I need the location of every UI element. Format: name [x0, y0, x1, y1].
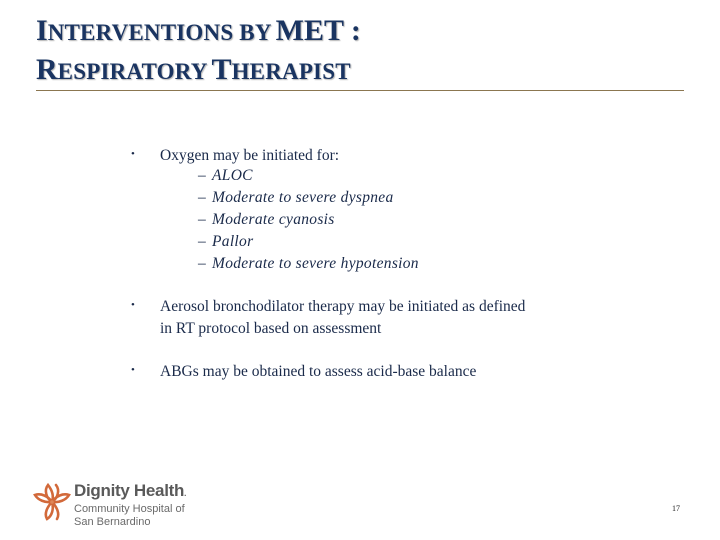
dash-marker: –	[198, 255, 206, 272]
dash-marker: –	[198, 167, 206, 184]
dash-marker: –	[198, 211, 206, 228]
bullet-text-line-1: Aerosol bronchodilator therapy may be initiated as defined	[160, 298, 526, 315]
title-initial: R	[36, 53, 58, 86]
dash-marker: –	[198, 189, 206, 206]
logo-subtitle-line-2: San Bernardino	[74, 516, 151, 528]
sub-item-text: Moderate to severe hypotension	[212, 255, 419, 272]
logo-name	[74, 481, 186, 501]
title-initial: I	[36, 14, 48, 47]
bullet-marker: •	[131, 364, 135, 376]
logo-name-dot: .	[184, 489, 187, 498]
bullet-text-line-2: in RT protocol based on assessment	[160, 320, 382, 337]
bullet-marker: •	[131, 299, 135, 311]
dignity-health-flower-icon	[32, 482, 72, 522]
title-text: HERAPIST	[231, 59, 351, 84]
dignity-health-logo	[30, 480, 210, 530]
title-initial: T	[211, 53, 232, 86]
page-number: 17	[672, 504, 680, 513]
bullet-marker: •	[131, 148, 135, 160]
title-text: NTERVENTIONS BY	[47, 20, 272, 45]
title-text: ESPIRATORY	[57, 59, 208, 84]
dash-marker: –	[198, 233, 206, 250]
sub-item-text: ALOC	[212, 167, 253, 184]
sub-item-text: Moderate to severe dyspnea	[212, 189, 394, 206]
title-acronym: MET :	[275, 14, 361, 47]
sub-item-text: Pallor	[212, 233, 254, 250]
bullet-text: Oxygen may be initiated for:	[160, 147, 340, 164]
logo-subtitle-line-1: Community Hospital of	[74, 503, 185, 515]
logo-name-text: Dignity Health	[74, 481, 185, 500]
bullet-text: ABGs may be obtained to assess acid-base balance	[160, 363, 477, 380]
sub-item-text: Moderate cyanosis	[212, 211, 335, 228]
